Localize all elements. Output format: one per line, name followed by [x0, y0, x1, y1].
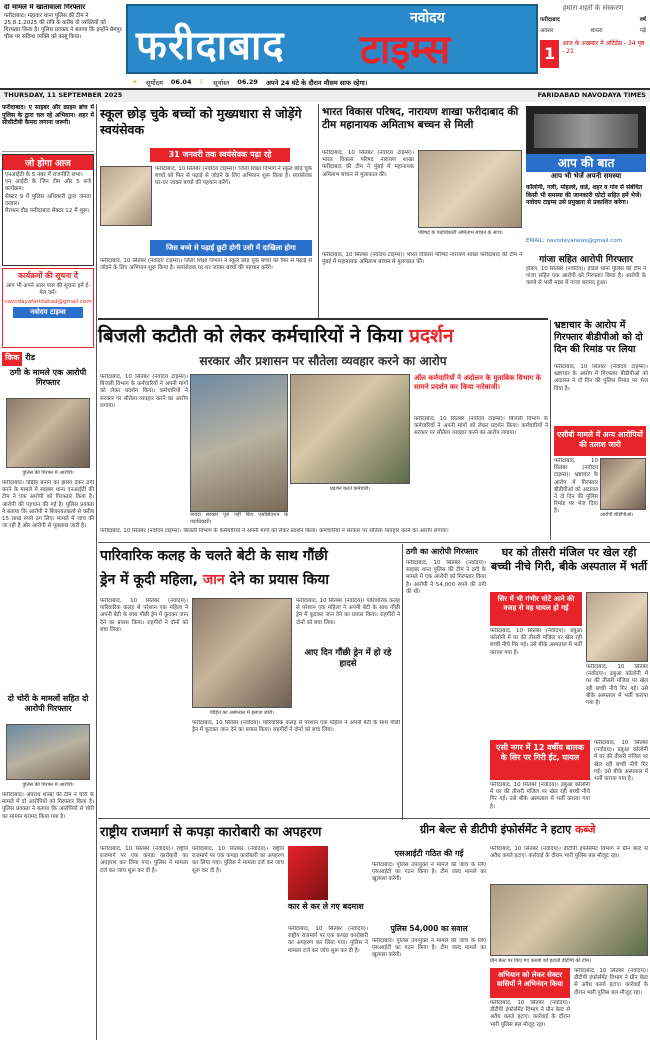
- kalah-headline-2a: ड्रेन में कूदी महिला,: [100, 572, 203, 588]
- karyakram-email[interactable]: navodayafaridabad@gmail.com: [4, 299, 92, 306]
- edition-label: फरीदाबाद: [540, 17, 560, 23]
- child-photo: [586, 592, 648, 662]
- child-text: फरीदाबाद, 10 सितंबर (नवोदय)। डबुआ कॉलोनी में घर की तीसरी मंजिल पर खेल रही बच्ची नीचे गिर गई। उसे बीके अस्पताल में भर्ती कराया गया है।: [490, 628, 582, 656]
- bhrashtachar-headline: भ्रष्टाचार के आरोप में गिरफ्तार बीडीपीओ को दो दिन की रिमांड पर लिया: [554, 320, 643, 355]
- column-divider: [550, 320, 551, 540]
- chori-text: फरीदाबाद। अपराध शाखा की टीम ने चोरी के मामले में दो आरोपियों को गिरफ्तार किया है। पुलिस प्रवक्ता ने बताया कि आरोपियों से चोरी का सामान बरामद किया गया है।: [2, 792, 94, 820]
- sunset-label: सूर्यास्त: [213, 78, 230, 87]
- esi-headline: एसआईटी गठित की गई: [394, 849, 464, 858]
- kalah-caption: पीड़ित का अस्पताल में इलाज जारी।: [209, 710, 275, 716]
- bhrashtachar-text-cont: फरीदाबाद, 10 सितंबर (नवोदय टाइम्स)। भ्रष्टाचार के आरोप में गिरफ्तार बीडीपीओ को अदालत ने दो दिन की पुलिस रिमांड पर भेज दिया है।: [554, 458, 598, 515]
- read-label: रीड: [25, 353, 35, 362]
- right-col-1: अवसर: [540, 28, 554, 34]
- apharan-text-3: फरीदाबाद, 10 सितंबर (नवोदय)। राष्ट्रीय राजमार्ग पर एक कपड़ा कारोबारी का अपहरण कर लिया गया। पुलिस ने मामला दर्ज कर जांच शुरू कर दी है।: [288, 926, 368, 954]
- main-subhead: सरकार और प्रशासन पर सौतेला व्यवहार करने का आरोप: [199, 354, 447, 368]
- aap-ki-baat-subtitle: आप भी भेजें अपनी समस्या: [550, 172, 622, 180]
- section-rule: [98, 542, 650, 543]
- kalah-text-3: फरीदाबाद, 10 सितंबर (नवोदय)। पारिवारिक कलह से परेशान एक महिला ने अपनी बेटी के साथ गौंछी ड्रेन में कूदकर जान देने का प्रयास किया। राहगीरों ने दोनों को बचा लिया।: [192, 720, 400, 734]
- ganja-text: होडल, 10 सितंबर (नवोदय)। होडल थाना पुलिस की टीम ने गांजा सहित एक आरोपी को गिरफ्तार किया है। आरोपी के कब्जे से भारी मात्रा में गांजा बरामद हुआ।: [526, 266, 646, 287]
- school-quote: जिस बच्चे से पढ़ाई छूटी होगी उसी में दाखिला होगा: [150, 240, 312, 256]
- section-rule: [98, 818, 650, 819]
- kalah-headline-2c: देने का प्रयास किया: [224, 572, 329, 588]
- child-text-3: फरीदाबाद, 10 सितंबर (नवोदय)। डबुआ कॉलोनी में घर की तीसरी मंजिल पर खेल रही बच्ची नीचे गिर गई। उसे बीके अस्पताल में भर्ती कराया गया है।: [594, 740, 648, 783]
- green-belt-caption: ग्रीन बेल्ट पर किए गए कब्जों को हटाती डीटीपी की टीम।: [490, 958, 591, 964]
- kalah-text-2: फरीदाबाद, 10 सितंबर (नवोदय)। पारिवारिक कलह से परेशान एक महिला ने अपनी बेटी के साथ गौंछी ड्रेन में कूदकर जान देने का प्रयास किया। राहगीरों ने दोनों को बचा लिया।: [296, 598, 400, 626]
- aap-ki-baat-title: आप की बात: [526, 154, 646, 172]
- apharan-illustration: [288, 846, 328, 900]
- jo-hona-item: एन आईटी के जिन टीम और 5 बजे कार्यक्रम।: [5, 179, 91, 193]
- school-photo: [100, 166, 152, 226]
- kalah-text: फरीदाबाद, 10 सितंबर (नवोदय)। पारिवारिक कलह से परेशान एक महिला ने अपनी बेटी के साथ गौंछी ड्रेन में कूदकर जान देने का प्रयास किया। राहगीरों ने दोनों को बचा लिया।: [100, 598, 188, 633]
- apharan-text-2: फरीदाबाद, 10 सितंबर (नवोदय)। राष्ट्रीय राजमार्ग पर एक कपड़ा कारोबारी का अपहरण कर लिया गया। पुलिस ने मामला दर्ज कर जांच शुरू कर दी है।: [192, 846, 284, 874]
- masthead-right-panel: [540, 4, 646, 86]
- column-divider: [402, 544, 403, 820]
- amitabh-text: फरीदाबाद, 10 सितंबर (नवोदय टाइम्स)। भारत विकास परिषद नारायण शाखा फरीदाबाद की टीम ने मुंबई में महानायक अमिताभ बच्चन से मुलाकात की।: [322, 150, 414, 178]
- esi-text: फरीदाबाद। पुलिस उपायुक्त ने मामले की जांच के लिए एसआईटी का गठन किया है। टीम जल्द मामले का खुलासा करेगी।: [372, 862, 486, 883]
- main-headline-highlight: प्रदर्शन: [409, 325, 454, 347]
- right-issue-row: [540, 40, 646, 68]
- green-belt-box: अभियान को लेकर सेक्टर वासियों ने अभिनंदन किया: [490, 968, 570, 998]
- newspaper-logo[interactable]: [126, 4, 538, 74]
- protest-text-cont: फरीदाबाद, 10 सितंबर (नवोदय टाइम्स)। बिजली विभाग के कर्मचारियों ने अपनी मांगों को लेकर प्रदर्शन किया। कर्मचारियों ने सरकार पर सौतेला व्यवहार करने का आरोप लगाया।: [414, 416, 548, 437]
- child-headline-1: घर को तीसरी मंजिल पर खेल रही: [501, 546, 637, 559]
- aap-email[interactable]: navodayanews@gmail.com: [546, 238, 622, 244]
- kick-label: किक: [2, 352, 22, 366]
- child-headline: [490, 546, 648, 588]
- green-belt-headline: [420, 822, 648, 842]
- protest-sidebar: ऑल कर्मचारियों ने अंदोलन के मुताबिक विभाग के सामने प्रदर्शन कर किया नारेबाजी।: [414, 374, 542, 391]
- aap-email-label: EMAIL:: [526, 238, 545, 244]
- jo-hona-item: सेक्टर 9 में पुलिस अधिकारी द्वारा जनता दरबार।: [5, 193, 91, 207]
- child-text-4: फरीदाबाद, 10 सितंबर (नवोदय)। डबुआ कॉलोनी में घर की तीसरी मंजिल पर खेल रही बच्ची नीचे गिर गई। उसे बीके अस्पताल में भर्ती कराया गया है।: [490, 782, 590, 810]
- right-title: हमारा शहरों के संस्करण: [562, 4, 624, 12]
- sunset-icon: ☾: [199, 78, 206, 86]
- protest-photo-1: [190, 374, 288, 512]
- protest-caption-1: वायदा सरकार पूरा नहीं किए एसोसिएशन के पदाधिकारी।: [190, 512, 288, 526]
- green-belt-head-a: ग्रीन बेल्ट से डीटीपी इंफोर्समेंट ने हटाए: [420, 823, 575, 836]
- sunrise-time: 06.04: [170, 78, 192, 86]
- karyakram-title: कार्यक्रमों की सूचना दें: [18, 271, 78, 280]
- kalah-headline-2b: जान: [202, 572, 225, 588]
- masthead-left-brief: [4, 4, 122, 86]
- right-col-3: पढ़ें: [639, 28, 646, 34]
- logo-brand-small: नवोदय: [410, 10, 445, 26]
- protest-photo-2: [290, 374, 410, 484]
- weather-bar: [126, 76, 538, 88]
- logo-city: फरीदाबाद: [136, 22, 285, 69]
- amitabh-headline: भारत विकास परिषद, नारायण शाखा फरीदाबाद की टीम महानायक अमिताभ बच्चन से मिली: [322, 106, 519, 131]
- esi-text-2: फरीदाबाद। पुलिस उपायुक्त ने मामले की जांच के लिए एसआईटी का गठन किया है। टीम जल्द मामले का खुलासा करेगी।: [372, 938, 486, 959]
- main-headline: [98, 322, 548, 350]
- ganja-headline: गांजा सहित आरोपी गिरफ्तार: [539, 255, 633, 265]
- green-belt-head-b: कब्जे: [574, 823, 596, 836]
- protest-caption-2: प्रदर्शन करते कर्मचारी।: [329, 486, 371, 492]
- kalah-headline-1: पारिवारिक कलह के चलते बेटी के साथ गौंछी: [100, 548, 328, 564]
- bhrashtachar-caption: आरोपी बीडीपीओ।: [600, 512, 634, 518]
- issue-date: THURSDAY, 11 SEPTEMBER 2025: [4, 91, 123, 99]
- jo-hona-item: एनआईटी के 5 नंबर में राजनीति सभा।: [5, 172, 83, 178]
- child-text-2: फरीदाबाद, 10 सितंबर (नवोदय)। डबुआ कॉलोनी में घर की तीसरी मंजिल पर खेल रही बच्ची नीचे गिर गई। उसे बीके अस्पताल में भर्ती कराया गया है।: [586, 664, 648, 707]
- edition-row: [540, 15, 646, 23]
- school-headline: स्कूल छोड़ चुके बच्चों को मुख्यधारा से जोड़ेंगे स्वयंसेवक: [100, 106, 302, 137]
- esi-sub: पुलिस 54,000 का सवाल: [390, 924, 468, 933]
- sunrise-label: सूर्योदय: [145, 78, 163, 87]
- issue-number: 1: [540, 40, 559, 68]
- logo-brand-big: टाइम्स: [360, 26, 451, 73]
- green-belt-text: फरीदाबाद, 10 सितंबर (नवोदय)। डीटीपी इंफोर्समेंट विभाग ने ग्रीन बेल्ट से अवैध कब्जे हटाए। कार्रवाई के दौरान भारी पुलिस बल मौजूद रहा।: [490, 846, 648, 860]
- column-divider: [318, 104, 319, 318]
- karyakram-text: आप भी अपने आस पास की सूचना हमें ई-मेल करें।: [5, 283, 91, 297]
- kalah-photo: [192, 598, 292, 708]
- child-box: सिर में भी गंभीर चोटें आने की वजह से वह घायल हो गई: [490, 592, 582, 626]
- brief-text: फरीदाबाद। महावार थाना पुलिस की टीम ने 25.8.1.2025 की रात्रि के करीब वो व्यक्तियों को गिरफ्तार किया है। पुलिस प्रवक्ता ने बताया कि इन्होंने प्रेमपुर चौक पर संदिग्ध व्यक्ति को काबू किया।: [4, 13, 122, 40]
- jo-hona-aaj-box: [2, 154, 94, 266]
- kick-read-label: [2, 352, 94, 366]
- main-headline-text: बिजली कटौती को लेकर कर्मचारियों ने किया: [98, 325, 410, 347]
- thagi-headline: ठगी के मामले एक आरोपी गिरफ्तार: [9, 368, 87, 387]
- aap-email-row[interactable]: [526, 238, 646, 248]
- aap-ki-baat-image: [526, 106, 646, 154]
- protest-text-end: फरीदाबाद, 10 सितंबर (नवोदय टाइम्स)। बिजली विभाग के कर्मचारियों ने अपनी मांगों को लेकर प्रदर्शन किया। कर्मचारियों ने सरकार पर सौतेला व्यवहार करने का आरोप लगाया।: [100, 528, 449, 534]
- protest-text: फरीदाबाद, 10 सितंबर (नवोदय टाइम्स)। बिजली विभाग के कर्मचारियों ने अपनी मांगों को लेकर प्रदर्शन किया। कर्मचारियों ने सरकार पर सौतेला व्यवहार करने का आरोप लगाया।: [100, 374, 188, 409]
- school-subhead: 31 जनवरी तक स्वयंसेवक पढ़ा रहे: [150, 148, 290, 162]
- child-headline-2: बच्ची नीचे गिरी, बीके अस्पताल में भर्ती: [490, 560, 648, 573]
- jo-hona-list: [3, 170, 93, 217]
- bhrashtachar-text: फरीदाबाद, 10 सितंबर (नवोदय टाइम्स)। भ्रष्टाचार के आरोप में गिरफ्तार बीडीपीओ को अदालत ने दो दिन की पुलिस रिमांड पर भेज दिया है।: [554, 364, 648, 392]
- thagi-caption: पुलिस की गिरफ्त में आरोपी।: [22, 470, 74, 476]
- weather-tagline: अपने 24 घंटे के दौरान मौसम साफ रहेगा।: [265, 78, 368, 87]
- bhrashtachar-box: एसीबी मामले में अन्य आरोपियों की तलाश जारी: [554, 426, 646, 456]
- chori-photo: [6, 724, 90, 780]
- chori-caption: पुलिस की गिरफ्त में आरोपी।: [22, 782, 74, 788]
- sunset-time: 06.29: [237, 78, 258, 86]
- amitabh-text-cont: फरीदाबाद, 10 सितंबर (नवोदय टाइम्स)। भारत विकास परिषद नारायण शाखा फरीदाबाद की टीम ने मुंबई में महानायक अमिताभ बच्चन से मुलाकात की।: [322, 252, 522, 266]
- banner-rule: [98, 318, 548, 320]
- green-belt-photo: [490, 884, 648, 956]
- green-belt-text-2: फरीदाबाद, 10 सितंबर (नवोदय)। डीटीपी इंफोर्समेंट विभाग ने ग्रीन बेल्ट से अवैध कब्जे हटाए। कार्रवाई के दौरान भारी पुलिस बल मौजूद रहा।: [574, 968, 648, 996]
- paper-name: FARIDABAD NAVODAYA TIMES: [537, 91, 646, 99]
- school-text: फरीदाबाद, 10 सितंबर (नवोदय टाइम्स)। जिला शिक्षा विभाग ने स्कूल छोड़ चुके बच्चों को फिर से पढ़ाई से जोड़ने के लिए अभियान शुरू किया है। स्वयंसेवक घर-घर जाकर बच्चों की पहचान करेंगे।: [155, 166, 312, 187]
- left-brief-1-text: फरीदाबाद। ए साइबर और क्राइम ब्रांच में पुलिस के द्वारा चल रहे अभियान। शहर में सीसीटीवी कैमरा लगाना जरूरी।: [2, 104, 94, 127]
- thagi-photo: [6, 398, 90, 468]
- right-cols: [540, 26, 646, 34]
- thagi-story-headline: ठगी का आरोपी गिरफ्तार: [406, 547, 478, 556]
- sunrise-icon: ☀: [132, 78, 138, 86]
- thagi-text: फरीदाबाद। डिग्रीह बनाने का झांसा देकर ठगी करने के मामले में साइबर थाना एनआईटी की टीम ने एक आरोपी को गिरफ्तार किया है। आरोपी की पहचान की गई है। पुलिस प्रवक्ता ने बताया कि आरोपी ने शिकायतकर्ता से करीब 15 लाख रुपये ठग लिए। मामले में जांच की जा रही है और आरोपी से पूछताछ जारी है।: [2, 480, 94, 530]
- aap-ki-baat-text: कॉलोनी, गली, मोहल्ले, वार्ड, शहर व गांव से संबंधित किसी भी समस्या की जानकारी फोटो सहित हमें भेजें। नवोदय टाइम्स उसे प्रमुखता से प्रकाशित करेगा।: [526, 184, 643, 206]
- chori-headline: दो चोरी के मामलों सहित दो आरोपी गिरफ्तार: [7, 694, 89, 713]
- left-brief-1: [2, 104, 94, 152]
- edition-no: वर्ष: [639, 17, 646, 23]
- bhrashtachar-photo: [600, 458, 646, 510]
- amitabh-photo: [418, 150, 522, 228]
- jo-hona-item: मैराथन दौड़ फरीदाबाद सेक्टर 12 में शुरू।: [5, 208, 90, 215]
- brief-headline: दो मामले में खातावाला गिरफ्तार: [4, 4, 86, 11]
- jo-hona-title: जो होगा आज: [3, 155, 93, 170]
- apharan-headline: राष्ट्रीय राजमार्ग से कपड़ा कारोबारी का अपहरण: [100, 825, 322, 840]
- karyakram-box: [2, 268, 94, 348]
- crowd-icon: [534, 114, 638, 148]
- kalah-headline-2: [100, 570, 400, 594]
- apharan-sub: कार से कर ले गए बदमाश: [288, 902, 364, 911]
- right-col-2: शायरा: [590, 28, 603, 34]
- green-belt-text-3: फरीदाबाद, 10 सितंबर (नवोदय)। डीटीपी इंफोर्समेंट विभाग ने ग्रीन बेल्ट से अवैध कब्जे हटाए। कार्रवाई के दौरान भारी पुलिस बल मौजूद रहा।: [490, 1000, 570, 1028]
- right-text: आज के अखबार में अटिंडेंस - 34 पृष्ठ - 21: [562, 40, 645, 55]
- column-divider: [96, 104, 97, 1040]
- school-text-cont: फरीदाबाद, 10 सितंबर (नवोदय टाइम्स)। जिला शिक्षा विभाग ने स्कूल छोड़ चुके बच्चों को फिर से पढ़ाई से जोड़ने के लिए अभियान शुरू किया है। स्वयंसेवक घर-घर जाकर बच्चों की पहचान करेंगे।: [100, 258, 312, 272]
- apharan-text: फरीदाबाद, 10 सितंबर (नवोदय)। राष्ट्रीय राजमार्ग पर एक कपड़ा कारोबारी का अपहरण कर लिया गया। पुलिस ने मामला दर्ज कर जांच शुरू कर दी है।: [100, 846, 188, 874]
- karyakram-logo: नवोदय टाइम्स: [13, 307, 83, 318]
- boy-box: एसी नगर में 12 वर्षीय बालक के सिर पर गिरी ईंट, घायल: [490, 740, 590, 780]
- amitabh-caption: परिषद के पदाधिकारी अमिताभ बच्चन के साथ।: [418, 230, 503, 236]
- thagi-story-text: फरीदाबाद, 10 सितंबर (नवोदय)। साइबर थाना पुलिस की टीम ने ठगी के मामले में एक आरोपी को गिरफ्तार किया है। आरोपी ने 54,000 रुपये की ठगी की थी।: [406, 560, 486, 595]
- kalah-sub: आए दिन गौंछी ड्रेन में हो रहे हादसे: [304, 648, 392, 669]
- date-bar: [0, 90, 650, 102]
